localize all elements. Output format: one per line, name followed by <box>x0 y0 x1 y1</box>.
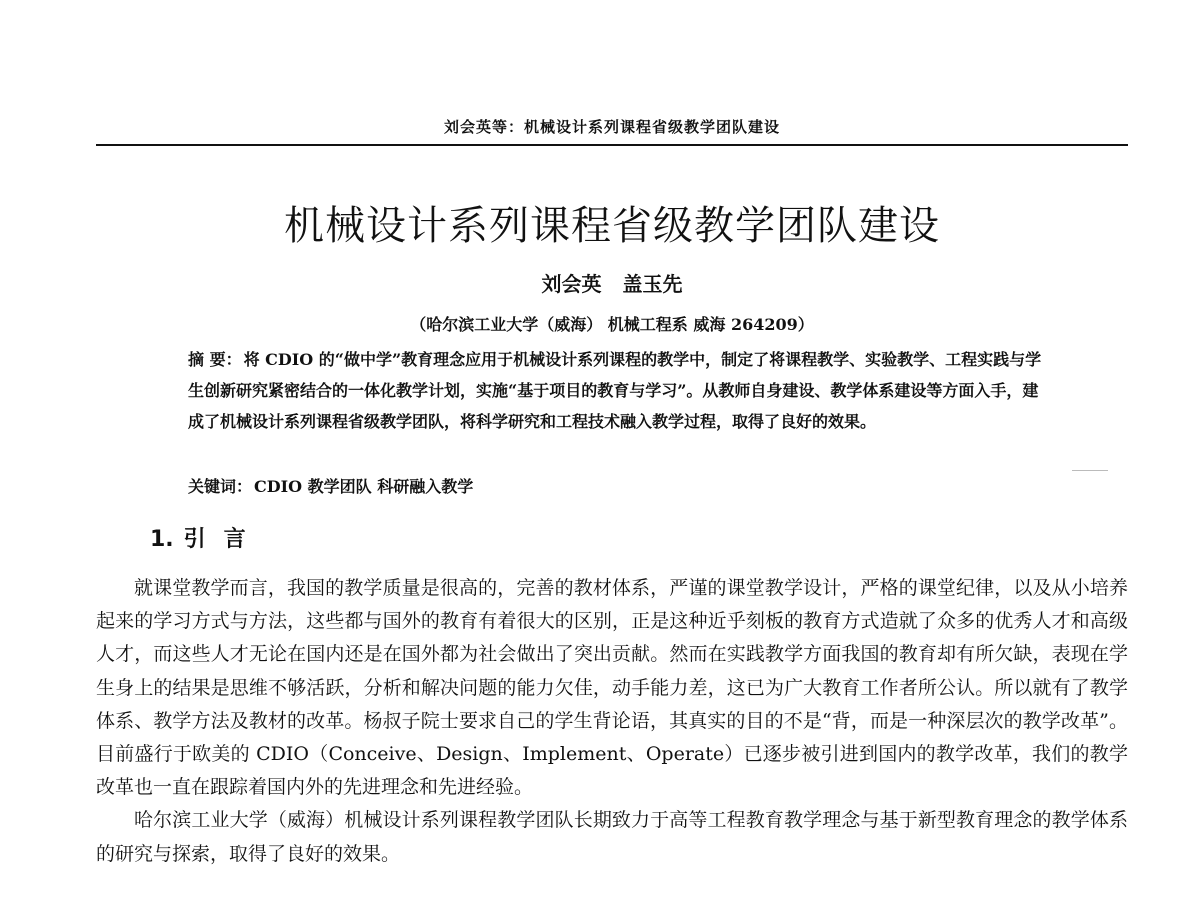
abstract-text: 将 CDIO 的“做中学”教育理念应用于机械设计系列课程的教学中，制定了将课程教学、实验教学、工程实践与学生创新研究紧密结合的一体化教学计划，实施“基于项目的教育与学习”。从教师自身建设、教学体系建设等方面入手，建成了机械设计系列课程省级教学团队，将科学研究和工程技术融入教学过程，取得了良好的效果。 <box>188 350 1042 431</box>
abstract <box>188 344 1044 437</box>
section-title: 引言 <box>183 527 264 552</box>
keywords-label: 关键词： <box>188 477 253 496</box>
running-head: 刘会英等：机械设计系列课程省级教学团队建设 <box>443 118 780 136</box>
section-number: 1. <box>150 527 174 552</box>
authors: 刘会英 盖玉先 <box>541 272 683 296</box>
keywords <box>188 474 1044 497</box>
affiliation: （哈尔滨工业大学（威海） 机械工程系 威海 264209） <box>410 315 814 334</box>
article-title: 机械设计系列课程省级教学团队建设 <box>284 203 940 249</box>
section-heading <box>150 522 264 553</box>
margin-mark <box>1072 470 1108 471</box>
keywords-text: CDIO 教学团队 科研融入教学 <box>254 477 474 496</box>
body-paragraph: 哈尔滨工业大学（威海）机械设计系列课程教学团队长期致力于高等工程教育教学理念与基于新型教育理念的教学体系的研究与探索，取得了良好的效果。 <box>96 809 1128 865</box>
section-body <box>96 572 1128 871</box>
header-rule <box>96 144 1128 146</box>
abstract-label: 摘 要： <box>188 350 242 369</box>
body-paragraph: 就课堂教学而言，我国的教学质量是很高的，完善的教材体系，严谨的课堂教学设计，严格的课堂纪律，以及从小培养起来的学习方式与方法，这些都与国外的教育有着很大的区别，正是这种近乎刻板的教育方式造就了众多的优秀人才和高级人才，而这些人才无论在国内还是在国外都为社会做出了突出贡献。然而在实践教学方面我国的教育却有所欠缺，表现在学生身上的结果是思维不够活跃，分析和解决问题的能力欠佳，动手能力差，这已为广大教育工作者所公认。所以就有了教学体系、教学方法及教材的改革。杨叔子院士要求自己的学生背论语，其真实的目的不是“背，而是一种深层次的教学改革”。目前盛行于欧美的 CDIO（Conceive、Design、Implement、Operate）已逐步被引进到国内的教学改革，我们的教学改革也一直在跟踪着国内外的先进理念和先进经验。 <box>96 577 1128 799</box>
